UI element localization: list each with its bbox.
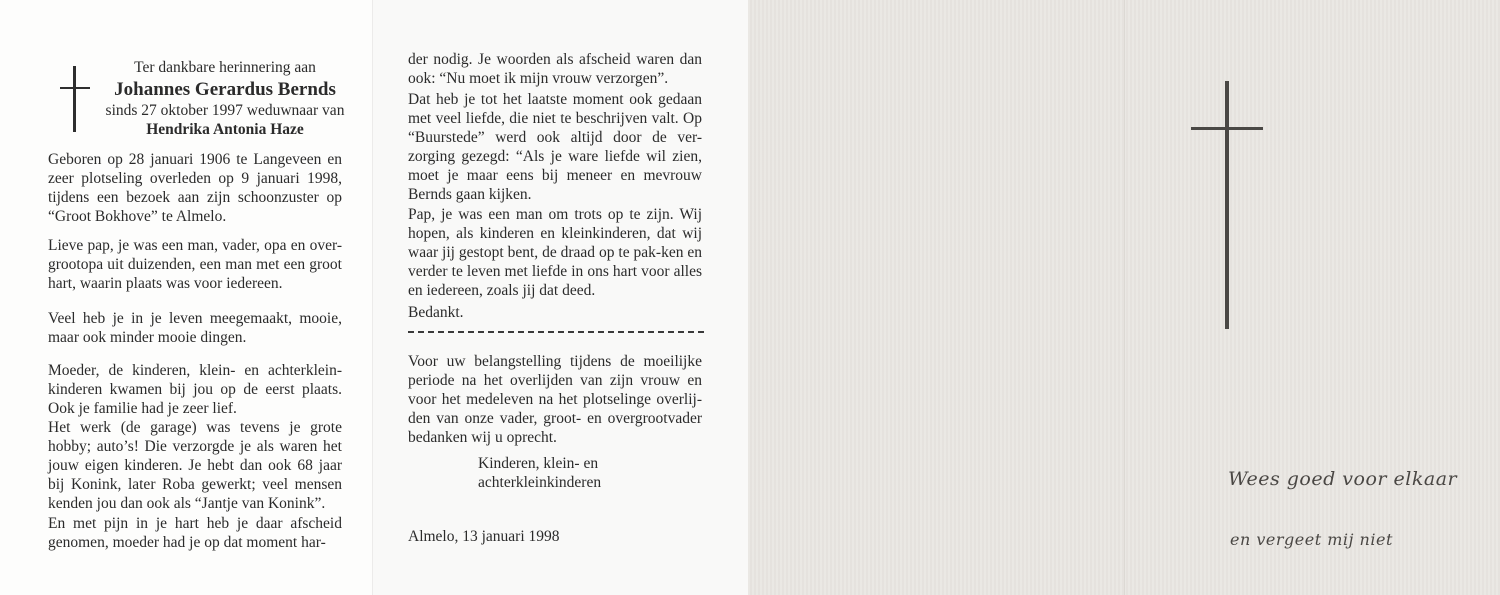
signature-line-1: Kinderen, klein- en	[478, 455, 599, 472]
motto-line-2: en vergeet mij niet	[1230, 530, 1393, 549]
birth-death-paragraph: Geboren op 28 januari 1906 te Langeveen en zeer plotseling overleden op 9 januari 1998, tijdens een bezoek aan zijn schoonzuster op “Groot Bokhove” te Almelo.	[48, 151, 342, 225]
place-date: Almelo, 13 januari 1998	[408, 528, 560, 545]
dash-dot-divider	[408, 331, 704, 333]
cover-panel	[748, 0, 1500, 595]
thanks-line: Bedankt.	[408, 304, 464, 321]
header-block	[100, 58, 350, 139]
work-paragraph: Het werk (de garage) was tevens je grote hobby; auto’s! Die verzorgde je als waren het jouw eigen kinderen. Je hebt dan ook 68 jaar bij Konink, later Roba gewerkt; veel mensen kenden jou dan ook als “Jantje van Konink”.	[48, 419, 342, 512]
cross-icon	[60, 66, 90, 132]
continuation-paragraph: der nodig. Je woorden als afscheid waren dan ook: “Nu moet ik mijn vrouw verzorgen”.	[408, 51, 702, 87]
farewell-paragraph: En met pijn in je hart heb je daar afscheid genomen, moeder had je op dat moment har-	[48, 515, 342, 551]
spouse-name: Hendrika Antonia Haze	[146, 121, 304, 138]
cover-cross-icon	[1191, 81, 1263, 329]
left-inner-panel	[0, 0, 372, 595]
signature-line-2: achterkleinkinderen	[478, 474, 602, 491]
motto-line-1: Wees goed voor elkaar	[1228, 468, 1458, 490]
widower-line: sinds 27 oktober 1997 weduwnaar van	[105, 102, 345, 119]
life-paragraph: Veel heb je in je leven meegemaakt, mooie, maar ook minder mooie dingen.	[48, 310, 342, 346]
signature-block	[478, 454, 601, 492]
fold-line	[1124, 0, 1125, 595]
deceased-name: Johannes Gerardus Bernds	[114, 79, 336, 100]
pride-paragraph: Pap, je was een man om trots op te zijn. Wij hopen, als kinderen en kleinkinderen, dat wij waar jij gestopt bent, de draad op te pak-ken en verder te leven met liefde in ons hart voor alles en iedereen, zoals jij dat deed.	[408, 206, 702, 299]
tribute-paragraph: Lieve pap, je was een man, vader, opa en over-grootopa uit duizenden, een man met een groot hart, waarin plaats was voor iedereen.	[48, 237, 342, 292]
family-paragraph: Moeder, de kinderen, klein- en achterklein-kinderen kwamen bij jou op de eerst plaats. Ook je familie had je zeer lief.	[48, 362, 342, 417]
care-paragraph: Dat heb je tot het laatste moment ook gedaan met veel liefde, die niet te beschrijven valt. Op “Buurstede” werd ook altijd door de ver-zorging gezegd: “Als je ware liefde wil zien, moet je maar eens bij meneer en mevrouw Bernds gaan kijken.	[408, 91, 702, 203]
acknowledgement-paragraph: Voor uw belangstelling tijdens de moeilijke periode na het overlijden van zijn vrouw en voor het medeleven na het plotselinge overlij-den van onze vader, groot- en overgrootvader bedanken wij u oprecht.	[408, 353, 702, 446]
intro-line: Ter dankbare herinnering aan	[134, 59, 316, 76]
